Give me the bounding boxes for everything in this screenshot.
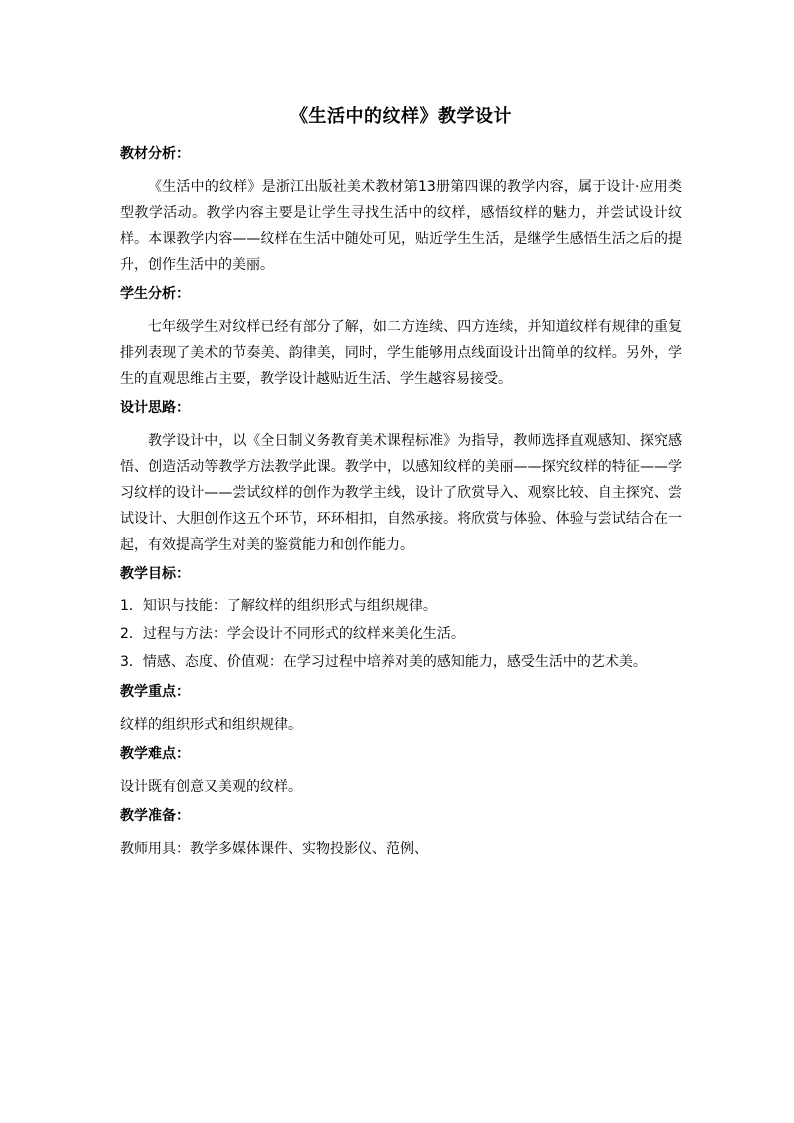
section-heading-prep: 教学准备： [120,808,190,824]
section-heading-difficulty: 教学难点： [120,746,190,762]
section-text-students: 七年级学生对纹样已经有部分了解，如二方连续、四方连续，并知道纹样有规律的重复排列表现了美术的节奏美、韵律美，同时，学生能够用点线面设计出简单的纹样。另外，学生的直观思维占主要，教学设计越贴近生活、学生越容易接受。 [120,319,682,387]
goal-item-2: 2．过程与方法：学会设计不同形式的纹样来美化生活。 [120,626,465,642]
section-heading-students: 学生分析： [120,286,190,302]
section-heading-design: 设计思路： [120,400,190,416]
section-heading-key: 教学重点： [120,684,190,700]
document-title: 《生活中的纹样》教学设计 [290,106,512,127]
document-page [120,106,682,868]
goal-item-1: 1．知识与技能：了解纹样的组织形式与组织规律。 [120,598,437,614]
section-heading-goals: 教学目标： [120,566,190,582]
section-text-difficulty: 设计既有创意又美观的纹样。 [120,779,302,795]
goal-item-3: 3．情感、态度、价值观：在学习过程中培养对美的感知能力，感受生活中的艺术美。 [120,654,647,670]
section-text-design: 教学设计中，以《全日制义务教育美术课程标准》为指导，教师选择直观感知、探究感悟、创造活动等教学方法教学此课。教学中，以感知纹样的美丽——探究纹样的特征——学习纹样的设计——尝试纹样的创作为教学主线，设计了欣赏导入、观察比较、自主探究、尝试设计、大胆创作这五个环节，环环相扣，自然承接。将欣赏与体验、体验与尝试结合在一起，有效提高学生对美的鉴赏能力和创作能力。 [120,433,682,553]
section-text-prep: 教师用具：教学多媒体课件、实物投影仪、范例、 [120,841,428,857]
section-heading-material: 教材分析： [120,146,190,162]
section-text-key: 纹样的组织形式和组织规律。 [120,717,302,733]
section-text-material: 《生活中的纹样》是浙江出版社美术教材第13册第四课的教学内容，属于设计·应用类型教学活动。教学内容主要是让学生寻找生活中的纹样，感悟纹样的魅力，并尝试设计纹样。本课教学内容——纹样在生活中随处可见，贴近学生生活，是继学生感悟生活之后的提升，创作生活中的美丽。 [120,179,682,273]
